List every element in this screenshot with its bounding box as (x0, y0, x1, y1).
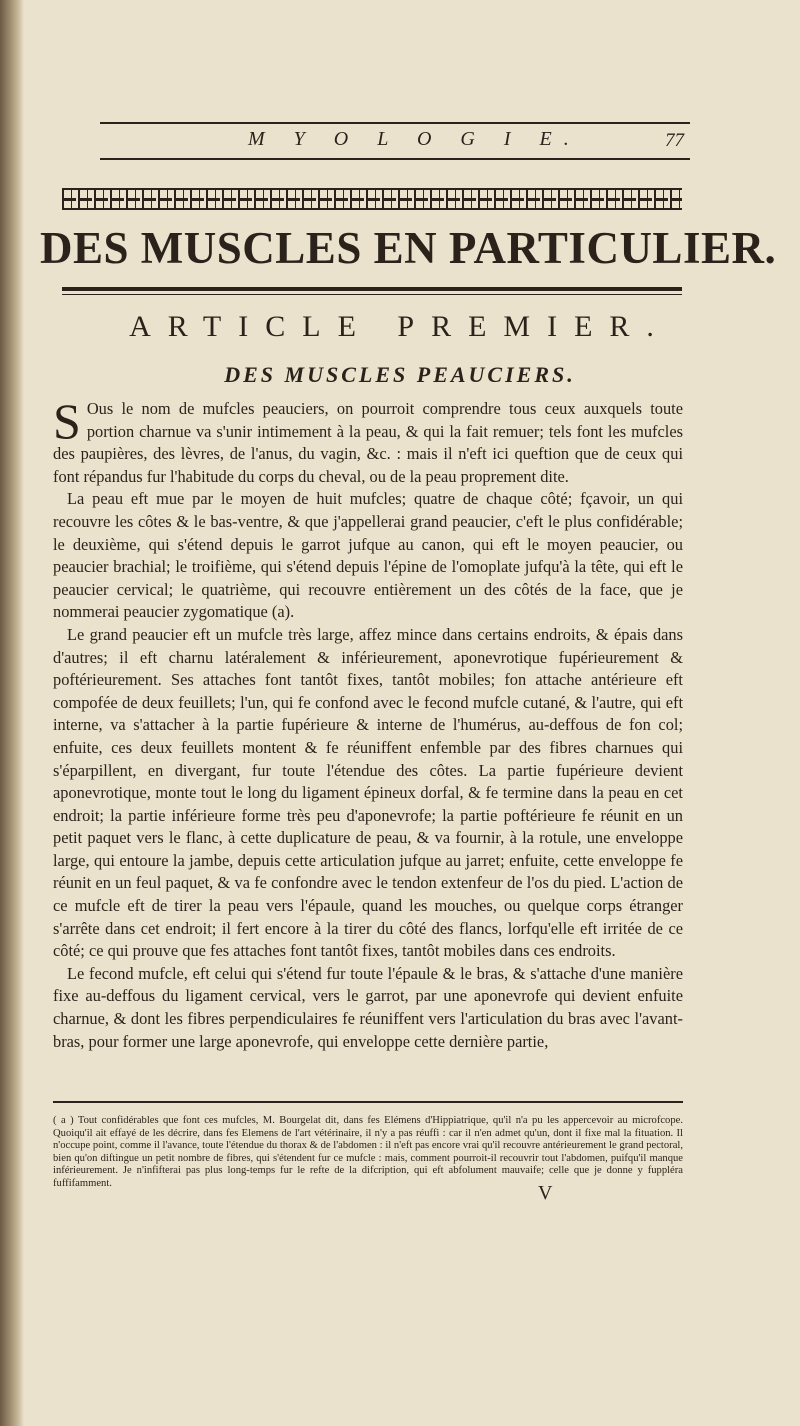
running-head-rule (100, 158, 690, 160)
book-binding-shadow (0, 0, 24, 1426)
footnote: ( a ) Tout confidérables que font ces mufcles, M. Bourgelat dit, dans fes Elémens d'Hippiatrique, qu'il n'a pu les appercevoir au microfcope. Quoiqu'il ait effayé de les décrire, dans fes Elemens de l'art vétérinaire, il n'y a pas réuffi : car il n'en admet qu'un, dont il fixe mal la fituation. Il n'occupe point, comme il l'avance, toute l'étendue du thorax & de l'abdomen : il n'eft pas encore vrai qu'il recouvre antérieurement le grand pectoral, bien qu'on diftingue un petit nombre de fibres, qui s'étendent fur ce mufcle : mais, comment pourroit-il recouvrir tout l'abdomen, puifqu'il manque inférieurement. Je n'infifterai pas plus long-temps fur le refte de la difcription, qui eft abfolument mauvaife; celle que je donne y fuppléra fuffifamment. (53, 1115, 683, 1189)
top-rule (100, 122, 690, 124)
ornamental-band (62, 188, 682, 210)
title-rule-thin (62, 294, 682, 295)
page-number: 77 (665, 130, 684, 151)
title-rule-thick (62, 287, 682, 291)
paragraph-3: Le grand peaucier eft un mufcle très large, affez mince dans certains endroits, & épais dans d'autres; il eft charnu latéralement & inférieurement, aponevrotique fupérieurement & poftérieurement. Ses attaches font tantôt fixes, tantôt mobiles; fon attache antérieure eft compofée de deux feuillets; l'un, qui fe confond avec le fecond mufcle cutané, & l'autre, qui eft interne, va s'attacher à la partie fupérieure & interne de l'humérus, au-deffous de fon col; enfuite, ces deux feuillets montent & fe réuniffent enfemble par des fibres charnues qui s'éparpillent, en divergant, fur toute l'étendue des côtes. La partie fupérieure devient aponevrotique, monte tout le long du ligament épineux dorfal, & fe termine dans la peau en cet endroit; la partie inférieure forme très peu d'aponevrofe; la partie poftérieure fe réunit en un petit paquet vers le flanc, à cette duplicature de peau, & va fournir, à la rotule, une enveloppe large, qui entoure la jambe, depuis cette articulation jufque au jarret; enfuite, cette enveloppe fe réunit en un feul paquet, & va fe confondre avec le tendon extenfeur de l'os du pied. L'action de ce mufcle eft de tirer la peau vers l'épaule, quand les mouches, ou quelque corps étranger s'arrête dans cet endroit; il fert encore à la tirer du côté des flancs, lorfqu'elle eft irritée de ce côté; ce qui prouve que fes attaches font tantôt fixes, tantôt mobiles dans ces endroits. (53, 624, 683, 961)
article-heading: ARTICLE PREMIER. (129, 310, 671, 343)
drop-cap: S (53, 393, 81, 449)
paragraph-2: La peau eft mue par le moyen de huit mufcles; quatre de chaque côté; fçavoir, un qui recouvre les côtes & le bas-ventre, & que j'appellerai grand peaucier, c'eft le plus confidérable; le deuxième, qui s'étend depuis le garrot jufque au canon, qui eft le moyen peaucier, ou peaucier brachial; le troifième, qui s'étend depuis l'épine de l'omoplate jufqu'à la tête, qui eft le peaucier cervical; le quatrième, qui recouvre entièrement un des côtés de la face, que je nommerai peaucier zygomatique (a). (53, 489, 683, 622)
signature-mark: V (538, 1182, 553, 1204)
body-text (53, 393, 683, 1053)
main-title: DES MUSCLES EN PARTICULIER. (40, 223, 777, 273)
running-head (100, 126, 690, 160)
paragraph-1 (53, 393, 683, 488)
footnote-rule (53, 1101, 683, 1103)
paragraph-1-text: Ous le nom de mufcles peauciers, on pourroit comprendre tous ceux auxquels toute portion charnue va s'unir intimement à la peau, & qui la fait remuer; tels font les mufcles des paupières, des lèvres, de l'anus, du vagin, &c. : mais il n'eft ici queftion que de ceux qui font répandus fur l'habitude du corps du cheval, ou de la peau proprement dite. (53, 399, 683, 486)
section-subtitle: DES MUSCLES PEAUCIERS. (224, 362, 576, 387)
paragraph-4: Le fecond mufcle, eft celui qui s'étend fur toute l'épaule & le bras, & s'attache d'une manière fixe au-deffous du ligament cervical, vers le garrot, par une aponevrofe qui devient enfuite charnue, & dont les fibres perpendiculaires fe réuniffent vers l'articulation du bras avec l'avant-bras, pour former une large aponevrofe, qui enveloppe cette dernière partie, (53, 963, 683, 1051)
running-head-title: M Y O L O G I E. (248, 128, 581, 150)
